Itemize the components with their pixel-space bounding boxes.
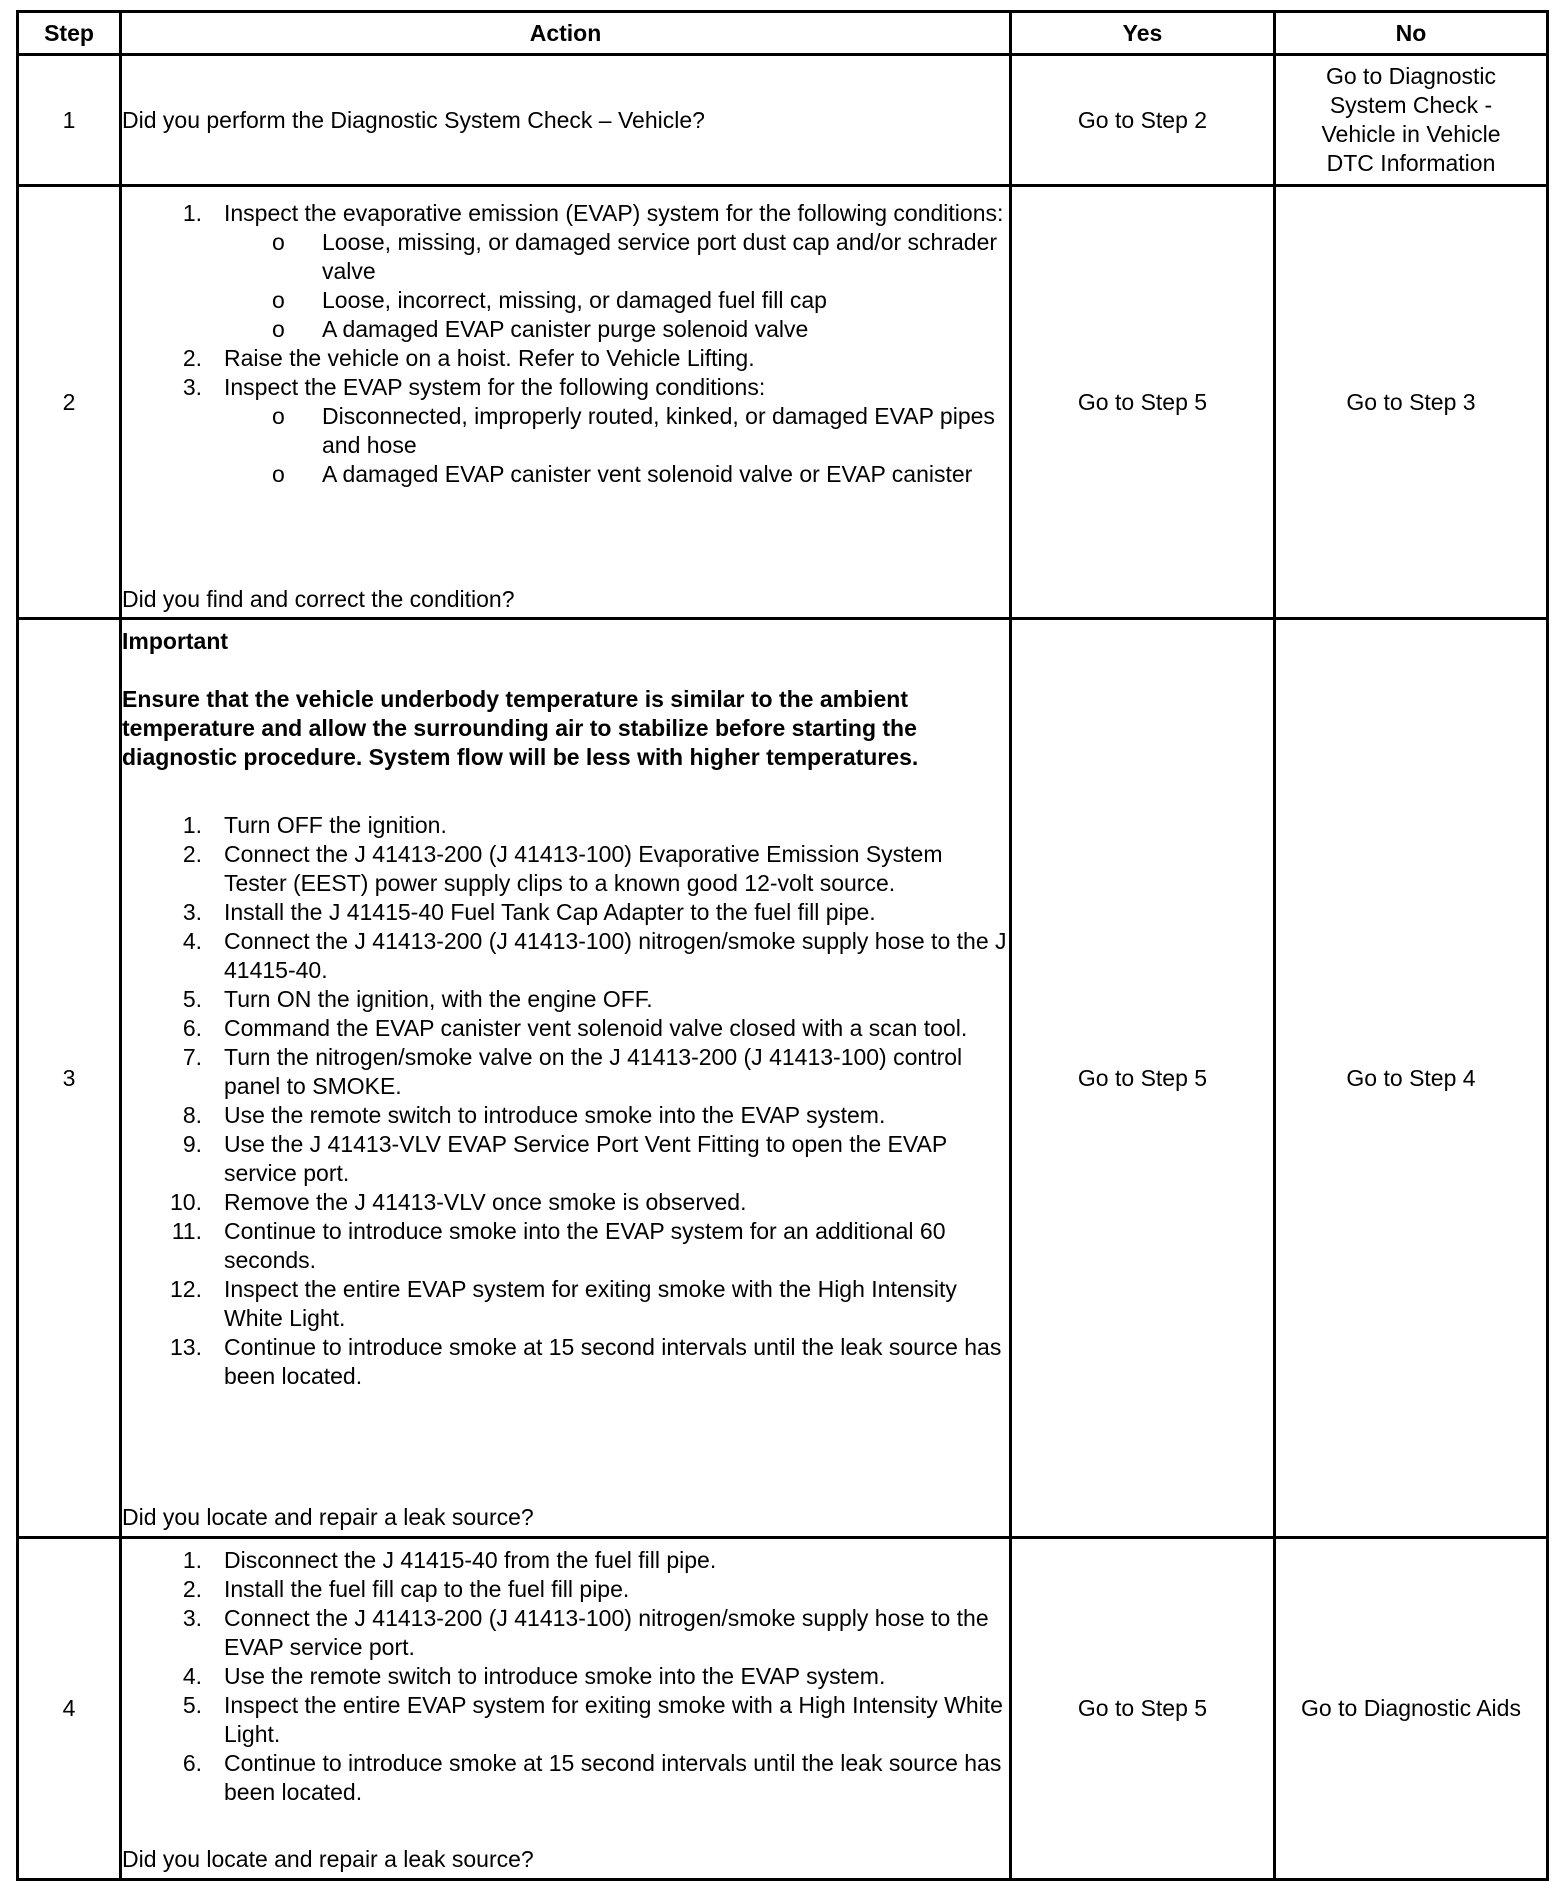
no-result: Go to Step 3 <box>1275 186 1548 619</box>
yes-result: Go to Step 5 <box>1011 186 1275 619</box>
list-item: 10. Remove the J 41413-VLV once smoke is observed. <box>170 1188 747 1215</box>
list-item: 3. Install the J 41415-40 Fuel Tank Cap Adapter to the fuel fill pipe. <box>182 898 876 925</box>
no-result: Go to Diagnostic Aids <box>1275 1538 1548 1880</box>
sub-list-item: o A damaged EVAP canister vent solenoid valve or EVAP canister <box>272 460 973 487</box>
list-item: 9. Use the J 41413-VLV EVAP Service Port Vent Fitting to open the EVAP service port. <box>182 1130 947 1186</box>
table-row <box>18 619 1548 1538</box>
step-number: 2 <box>18 186 121 619</box>
list-item: 3. Connect the J 41413-200 (J 41413-100) nitrogen/smoke supply hose to the EVAP service port. <box>182 1604 989 1660</box>
step-number: 4 <box>18 1538 121 1880</box>
header-action: Action <box>121 12 1011 55</box>
yes-result: Go to Step 5 <box>1011 619 1275 1538</box>
diagnostic-document <box>16 10 1546 1881</box>
table-row <box>18 186 1548 619</box>
list-item: 1. Turn OFF the ignition. <box>182 811 447 838</box>
important-heading: Important <box>122 627 229 654</box>
table-row <box>18 55 1548 186</box>
list-item: 3. Inspect the EVAP system for the following conditions: o Disconnected, improperly routed, kinked, or damaged EVAP pipes and hose o A damaged EVAP canister vent solenoid valve or EVAP canister <box>122 373 1009 489</box>
list-item: 2. Raise the vehicle on a hoist. Refer to Vehicle Lifting. <box>182 344 755 371</box>
list-item: 6. Command the EVAP canister vent solenoid valve closed with a scan tool. <box>182 1014 968 1041</box>
no-result: Go to Diagnostic System Check - Vehicle in Vehicle DTC Information <box>1275 55 1548 186</box>
step-number: 1 <box>18 55 121 186</box>
list-item: 6. Continue to introduce smoke at 15 second intervals until the leak source has been located. <box>182 1749 1002 1805</box>
action-cell <box>121 186 1011 619</box>
header-no: No <box>1275 12 1548 55</box>
step-number: 3 <box>18 619 121 1538</box>
sub-list-item: o Disconnected, improperly routed, kinked, or damaged EVAP pipes and hose <box>272 402 995 458</box>
question-text: Did you locate and repair a leak source? <box>122 1845 534 1872</box>
list-item: 5. Turn ON the ignition, with the engine OFF. <box>182 985 653 1012</box>
yes-result: Go to Step 5 <box>1011 1538 1275 1880</box>
sub-list-item: o A damaged EVAP canister purge solenoid valve <box>272 315 809 342</box>
header-yes: Yes <box>1011 12 1275 55</box>
list-item: 4. Connect the J 41413-200 (J 41413-100) nitrogen/smoke supply hose to the J 41415-40. <box>182 927 1007 983</box>
list-item: 1. Inspect the evaporative emission (EVAP) system for the following conditions: o Loose, missing, or damaged service port dust cap and/or schrader valve o Loose, incorrect, missing, or damaged fuel fill cap o A damaged EVAP canister purge solenoid valve <box>122 199 1009 344</box>
list-item: 5. Inspect the entire EVAP system for exiting smoke with a High Intensity White Light. <box>182 1691 1003 1747</box>
list-item: 4. Use the remote switch to introduce smoke into the EVAP system. <box>182 1662 886 1689</box>
list-item: 8. Use the remote switch to introduce smoke into the EVAP system. <box>182 1101 886 1128</box>
list-item: 13. Continue to introduce smoke at 15 second intervals until the leak source has been located. <box>170 1333 1002 1389</box>
procedure-list <box>122 199 1009 489</box>
action-cell <box>121 55 1011 186</box>
table-row <box>18 1538 1548 1880</box>
important-note: Ensure that the vehicle underbody temperature is similar to the ambient temperature and allow the surrounding air to stabilize before starting the diagnostic procedure. System flow will be less with higher temperatures. <box>122 685 919 770</box>
list-item: 2. Connect the J 41413-200 (J 41413-100) Evaporative Emission System Tester (EEST) power supply clips to a known good 12-volt source. <box>182 840 943 896</box>
yes-result: Go to Step 2 <box>1011 55 1275 186</box>
action-cell <box>121 1538 1011 1880</box>
procedure-list <box>122 1546 1009 1807</box>
procedure-list <box>122 811 1009 1391</box>
list-item: 2. Install the fuel fill cap to the fuel fill pipe. <box>182 1575 630 1602</box>
header-step: Step <box>18 12 121 55</box>
action-cell <box>121 619 1011 1538</box>
question-text: Did you find and correct the condition? <box>122 585 515 612</box>
list-item: 1. Disconnect the J 41415-40 from the fuel fill pipe. <box>182 1546 717 1573</box>
list-item: 7. Turn the nitrogen/smoke valve on the J 41413-200 (J 41413-100) control panel to SMOKE. <box>182 1043 963 1099</box>
sub-list <box>224 402 1009 489</box>
header-row <box>18 12 1548 55</box>
no-result: Go to Step 4 <box>1275 619 1548 1538</box>
question-text: Did you perform the Diagnostic System Check – Vehicle? <box>122 106 705 133</box>
question-text: Did you locate and repair a leak source? <box>122 1503 534 1530</box>
sub-list <box>224 228 1009 344</box>
sub-list-item: o Loose, incorrect, missing, or damaged fuel fill cap <box>272 286 827 313</box>
list-item: 11. Continue to introduce smoke into the EVAP system for an additional 60 seconds. <box>171 1217 946 1273</box>
sub-list-item: o Loose, missing, or damaged service port dust cap and/or schrader valve <box>272 228 998 284</box>
list-item: 12. Inspect the entire EVAP system for exiting smoke with the High Intensity White Light. <box>170 1275 957 1331</box>
diagnostic-table <box>16 10 1549 1881</box>
